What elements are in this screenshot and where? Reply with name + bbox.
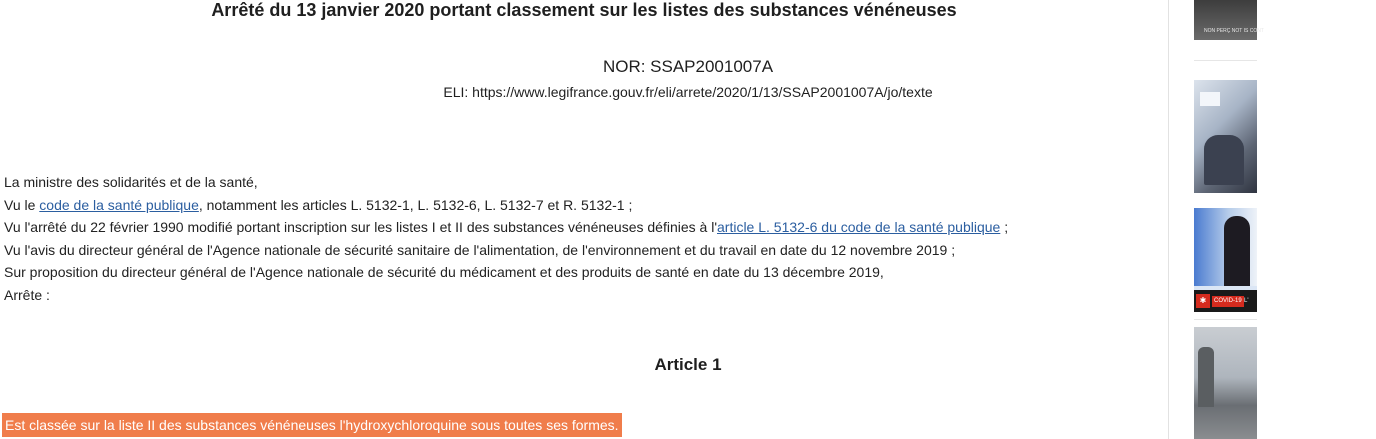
thumbnail-image-detail (1204, 135, 1244, 185)
eli-reference: ELI: https://www.legifrance.gouv.fr/eli/arrete/2020/1/13/SSAP2001007A/jo/texte (443, 84, 933, 100)
video-thumbnail-3[interactable] (1194, 208, 1257, 312)
visa-line-ansm: Sur proposition du directeur général de l'Agence nationale de sécurité du médicament et des produits de santé en date du 13 décembre 2019, (4, 264, 884, 280)
visa-block (4, 171, 1008, 306)
ticker-chip: COVID-19 (1212, 296, 1244, 307)
visa-line-arrete-1990 (4, 216, 1008, 239)
code-sante-publique-link[interactable]: code de la santé publique (39, 196, 199, 213)
thumbnail-separator (1194, 319, 1257, 320)
document-title: Arrêté du 13 janvier 2020 portant classement sur les listes des substances vénéneuses (211, 0, 957, 20)
visa-line-minister: La ministre des solidarités et de la santé, (4, 174, 258, 190)
thumbnail-image-detail (1224, 216, 1250, 286)
thumbnail-separator (1194, 60, 1257, 61)
video-thumbnail-1[interactable] (1194, 0, 1264, 40)
visa-line-arrete: Arrête : (4, 286, 50, 303)
thumbnail-image-detail (1198, 347, 1214, 407)
broadcaster-logo-icon: ✱ (1196, 294, 1210, 308)
video-thumbnails-sidebar (1169, 0, 1264, 439)
visa-text: Vu le (4, 196, 40, 213)
ticker-text: L' (1244, 298, 1249, 304)
visa-text: Vu l'arrêté du 22 février 1990 modifié portant inscription sur les listes I et II des substances vénéneuses définies à l' (4, 219, 717, 235)
video-thumbnail-2[interactable] (1194, 80, 1257, 193)
highlighted-article-text: Est classée sur la liste II des substances vénéneuses l'hydroxychloroquine sous toutes ses formes. (2, 413, 622, 437)
nor-reference: NOR: SSAP2001007A (602, 57, 774, 76)
visa-text: ; (1000, 219, 1009, 235)
visa-text: , notamment les articles L. 5132-1, L. 5132-6, L. 5132-7 et R. 5132-1 ; (198, 196, 633, 213)
video-thumbnail-4[interactable] (1194, 327, 1257, 439)
thumbnail-caption: NON PERÇ NOT IS CONT (1204, 28, 1264, 34)
article-l5132-6-link[interactable]: article L. 5132-6 du code de la santé publique (717, 219, 1001, 235)
visa-line-code (4, 194, 1008, 217)
article-heading: Article 1 (654, 355, 722, 374)
visa-line-anses: Vu l'avis du directeur général de l'Agence nationale de sécurité sanitaire de l'alimentation, de l'environnement et du travail en date du 12 novembre 2019 ; (4, 241, 956, 258)
thumbnail-image-detail (1200, 92, 1220, 106)
